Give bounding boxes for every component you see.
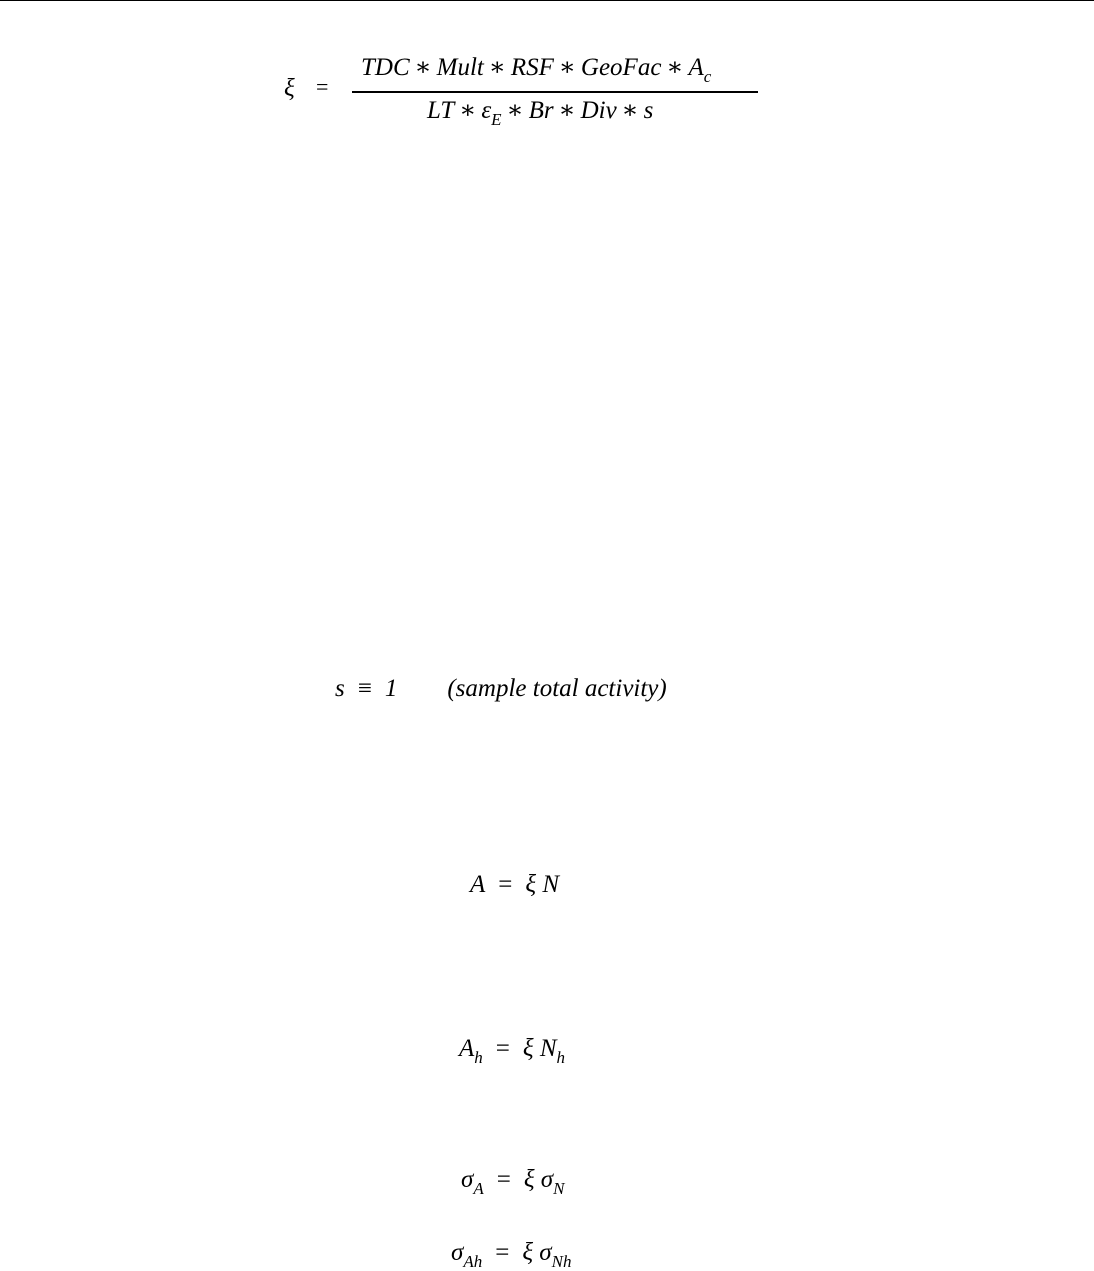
equals-sign: =	[495, 1239, 510, 1266]
equation-rhs: ξ σ	[523, 1166, 554, 1193]
identity-sign: ≡	[357, 675, 372, 702]
lhs-subscript: Ah	[463, 1252, 483, 1271]
multiply-operator: ∗	[488, 54, 506, 81]
equation-rhs: ξ σ	[522, 1239, 552, 1266]
equals-sign: =	[316, 74, 329, 99]
denominator-term: Div	[580, 97, 617, 124]
sigma-a-equation	[461, 1166, 565, 1198]
denominator-term: LT	[427, 97, 455, 124]
equation-lhs: A	[470, 871, 486, 898]
multiply-operator: ∗	[506, 97, 524, 124]
numerator-term: GeoFac	[580, 54, 662, 81]
multiply-operator: ∗	[459, 97, 477, 124]
multiply-operator: ∗	[558, 97, 576, 124]
multiply-operator: ∗	[666, 54, 684, 81]
rhs-subscript: N	[553, 1179, 565, 1198]
rhs-subscript: h	[556, 1048, 566, 1067]
equation-lhs: σ	[461, 1166, 474, 1193]
xi-symbol: ξ	[284, 75, 295, 102]
equals-sign: =	[498, 871, 513, 898]
equation-rhs: ξ N	[522, 1035, 557, 1062]
top-rule	[0, 0, 1094, 1]
activity-equation	[470, 872, 559, 897]
fraction-numerator	[361, 54, 712, 86]
numerator-term: A	[688, 54, 704, 81]
fraction-bar	[352, 91, 758, 93]
denominator-term: Br	[528, 97, 554, 124]
multiply-operator: ∗	[621, 97, 639, 124]
denominator-term: s	[643, 97, 654, 124]
activity-h-equation	[459, 1035, 566, 1067]
equals-sign: =	[496, 1166, 511, 1193]
denominator-term: ε	[481, 97, 492, 124]
numerator-subscript: c	[703, 67, 712, 86]
equation-lhs: A	[459, 1035, 475, 1062]
numerator-term: RSF	[510, 54, 554, 81]
equation-lhs: σ	[451, 1239, 464, 1266]
equation-rhs: 1	[384, 675, 398, 702]
equation-rhs: ξ N	[525, 871, 560, 898]
numerator-term: Mult	[436, 54, 484, 81]
multiply-operator: ∗	[558, 54, 576, 81]
multiply-operator: ∗	[414, 54, 432, 81]
sigma-ah-equation	[451, 1239, 572, 1271]
lhs-subscript: h	[474, 1048, 483, 1067]
rhs-subscript: Nh	[551, 1252, 572, 1271]
equation-lhs: s	[335, 675, 345, 702]
equation-note: (sample total activity)	[447, 675, 667, 702]
denominator-subscript: E	[491, 110, 502, 129]
lhs-subscript: A	[473, 1179, 484, 1198]
fraction-denominator	[427, 97, 654, 129]
s-equation	[335, 676, 667, 701]
numerator-term: TDC	[361, 54, 410, 81]
equals-sign: =	[495, 1035, 510, 1062]
